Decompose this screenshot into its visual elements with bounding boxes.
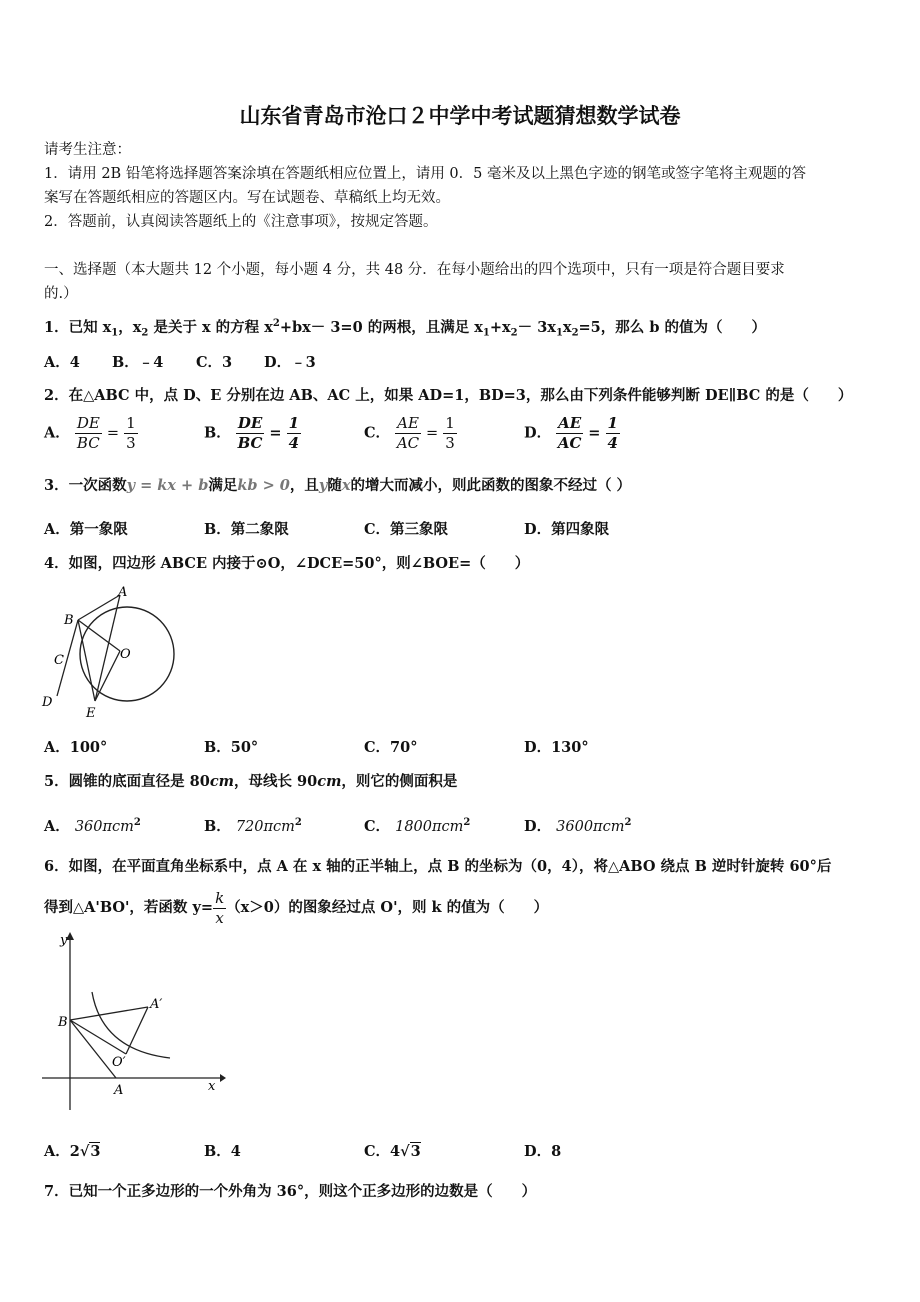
question-5: 5．圆锥的底面直径是 80cm，母线长 90cm，则它的侧面积是 <box>44 773 458 790</box>
q2-option-c[interactable]: C． $\frac{AE}{AC}$ = $\frac{1}{3}$ <box>364 414 455 452</box>
question-2: 2．在△ABC 中，点 D、E 分别在边 AB、AC 上，如果 AD=1，BD=3，那么由下列条件能够判断 DE∥BC 的是（ ） <box>44 387 853 404</box>
q5-option-d[interactable]: D． 3600πcm$^2$ <box>524 817 632 835</box>
label-a: A <box>118 585 128 600</box>
q1-option-a[interactable]: A．4 <box>44 354 80 371</box>
label-x: x <box>208 1079 216 1094</box>
q1-option-d[interactable]: D．﹣3 <box>264 354 316 371</box>
q3-option-b[interactable]: B．第二象限 <box>204 521 289 538</box>
q4-option-c[interactable]: C．70° <box>364 739 418 756</box>
q3-option-c[interactable]: C．第三象限 <box>364 521 449 538</box>
q6-option-a[interactable]: A．2√3 <box>44 1143 101 1160</box>
label-b: B <box>64 613 74 628</box>
label-y: y <box>60 933 68 948</box>
q2-option-d[interactable]: D． $\frac{AE}{AC}$ = $\frac{1}{4}$ <box>524 414 618 452</box>
q5-option-a[interactable]: A． 360πcm$^2$ <box>44 817 141 835</box>
notice-item-1-cont: 案写在答题纸相应的答题区内。写在试题卷、草稿纸上均无效。 <box>44 190 450 206</box>
q6-option-b[interactable]: B．4 <box>204 1143 241 1160</box>
q4-option-b[interactable]: B．50° <box>204 739 259 756</box>
question-7: 7．已知一个正多边形的一个外角为 36°，则这个正多边形的边数是（ ） <box>44 1183 537 1200</box>
label-a2: A <box>114 1083 124 1098</box>
label-c: C <box>54 653 64 668</box>
label-a-prime: A′ <box>150 997 163 1012</box>
q1-option-c[interactable]: C．3 <box>196 354 233 371</box>
q3-option-d[interactable]: D．第四象限 <box>524 521 610 538</box>
q2-option-b[interactable]: B． $\frac{DE}{BC}$ = $\frac{1}{4}$ <box>204 414 299 452</box>
label-e: E <box>86 706 96 721</box>
q6-option-d[interactable]: D．8 <box>524 1143 562 1160</box>
q3-option-a[interactable]: A．第一象限 <box>44 521 128 538</box>
notice-heading: 请考生注意： <box>44 142 131 158</box>
label-d: D <box>42 695 53 710</box>
question-1: 1．已知 $x_1$，$x_2$ 是关于 x 的方程 $x^2+bx- 3=0$ 的两根，且满足 $x_1+x_2- 3x_1x_2=5$，那么 b 的值为（ ） <box>44 318 767 339</box>
q1-option-b[interactable]: B．﹣4 <box>112 354 164 371</box>
section-heading: 一、选择题（本大题共 12 个小题，每小题 4 分，共 48 分．在每小题给出的四个选项中，只有一项是符合题目要求 <box>44 262 785 278</box>
notice-item-1: 1．请用 2B 铅笔将选择题答案涂填在答题纸相应位置上，请用 0．5 毫米及以上黑色字迹的钢笔或签字笔将主观题的答 <box>44 166 806 182</box>
q5-option-b[interactable]: B． 720πcm$^2$ <box>204 817 302 835</box>
page-title: 山东省青岛市沧口２中学中考试题猜想数学试卷 <box>239 104 681 128</box>
circle-figure <box>40 584 180 722</box>
label-b2: B <box>58 1015 68 1030</box>
q4-option-a[interactable]: A．100° <box>44 739 108 756</box>
question-6-line-1: 6．如图，在平面直角坐标系中，点 A 在 x 轴的正半轴上，点 B 的坐标为（0，4），将△ABO 绕点 B 逆时针旋转 60°后 <box>44 858 832 875</box>
q4-option-d[interactable]: D．130° <box>524 739 589 756</box>
notice-item-2: 2．答题前，认真阅读答题纸上的《注意事项》，按规定答题。 <box>44 214 438 230</box>
q2-option-a[interactable]: A． $\frac{DE}{BC}$ = $\frac{1}{3}$ <box>44 414 136 452</box>
coordinate-figure <box>40 930 226 1120</box>
q6-option-c[interactable]: C．4√3 <box>364 1143 421 1160</box>
label-o: O <box>120 647 131 662</box>
q5-option-c[interactable]: C． 1800πcm$^2$ <box>364 817 471 835</box>
question-3: 3．一次函数y = kx + b满足kb > 0，且y随x的增大而减小，则此函数的图象不经过（ ） <box>44 477 632 494</box>
question-4: 4．如图，四边形 ABCE 内接于⊙O，∠DCE=50°，则∠BOE=（ ） <box>44 555 530 572</box>
label-o-prime: O′ <box>112 1055 126 1070</box>
section-heading-cont: 的.） <box>44 286 78 302</box>
question-6-line-2: 得到△A'BO'，若函数 y= $\frac{k}{x}$ （x＞0）的图象经过点 O'，则 k 的值为（ ） <box>44 888 549 927</box>
